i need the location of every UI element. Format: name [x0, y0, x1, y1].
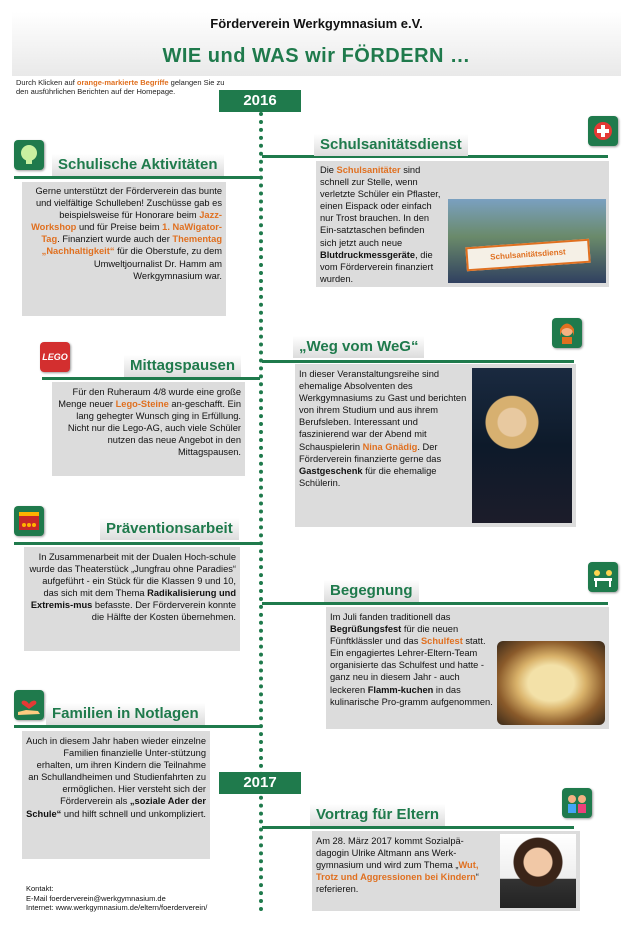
- section-title-praev: Präventionsarbeit: [100, 518, 239, 540]
- link-thementag[interactable]: Thementag „Nachhaltigkeit“: [41, 234, 222, 257]
- text-box-praev: In Zusammenarbeit mit der Dualen Hoch-schule wurde das Theaterstück „Jungfrau ohne Paradies“ aufgeführt - ein Stück für die Klassen 9 und 10, das sich mit dem Thema Radikalisierung und Extremis-mus befasste. Der Förderverein konnte die Hälfte der Kosten übernehmen.: [24, 547, 240, 651]
- first-aid-icon: [588, 116, 618, 146]
- connector-bar: [262, 602, 608, 605]
- connector-bar: [14, 176, 260, 179]
- link-nawigator-tag[interactable]: 1. NaWigator-Tag: [41, 222, 222, 245]
- text-vortrag: Am 28. März 2017 kommt Sozialpä-dagogin Ulrike Altmann ans Werk-gymnasium und wird zum Thema „Wut, Trotz und Aggressionen bei Kindern“ referieren.: [316, 836, 479, 895]
- contact-website[interactable]: Internet: www.werkgymnasium.de/eltern/foerderverein/: [26, 903, 208, 912]
- year-badge-2017: 2017: [219, 772, 301, 794]
- section-title-begeg: Begegnung: [324, 580, 419, 602]
- section-title-weg: „Weg vom WeG“: [293, 336, 424, 358]
- actress-photo: [472, 368, 572, 523]
- sani-bold: Blutdruckmessgeräte: [320, 249, 416, 260]
- banner-sign: Schulsanitätsdienst: [465, 239, 590, 272]
- contact-email[interactable]: E-Mail foerderverein@werkgymnasium.de: [26, 893, 166, 903]
- text-box-begeg: Im Juli fanden traditionell das Begrüßungsfest für die neuen Fünftklässler und das Schulfest statt. Ein engagiertes Lehrer-Eltern-Team organisierte das Schulfest und hatte - ganz neu in diesem Jahr - auch leckeren Flamm-kuchen in das kulinarische Pro-gramm aufgenommen.: [326, 607, 609, 729]
- connector-bar: [262, 360, 574, 363]
- link-wut-trotz[interactable]: Wut, Trotz und Aggressionen bei Kindern: [316, 860, 479, 883]
- section-title-vortrag: Vortrag für Eltern: [310, 804, 445, 826]
- text-box-mittag: Für den Ruheraum 4/8 wurde eine große Menge neuer Lego-Steine an-geschafft. Ein lang gehegter Wunsch ging in Erfüllung. Nicht nur die Lego-AG, auch viele Schüler nutzen das neue Angebot in den Mittagspausen.: [52, 382, 245, 476]
- connector-bar: [42, 377, 260, 380]
- link-schulsanitaeter[interactable]: Schulsanitäter: [336, 165, 401, 175]
- text-weg: In dieser Veranstaltungsreihe sind ehemalige Absolventen des Werkgymnasiums zu Gast und berichten von ihrem Studium und aus ihrem Berufsleben. Interessant und faszinierend war der Abend mit Schauspielerin Nina Gnädig. Der Förderverein finanzierte gerne das Gastgeschenk für die ehemalige Schülerin.: [299, 369, 467, 488]
- year-badge-2016: 2016: [219, 90, 301, 112]
- connector-bar: [14, 542, 260, 545]
- hint-text: Durch Klicken auf orange-markierte Begriffe gelangen Sie zu den ausführlichen Berichten auf der Homepage.: [16, 78, 225, 96]
- group-photo: [448, 199, 606, 283]
- text-box-familie: Auch in diesem Jahr haben wieder einzelne Familien finanzielle Unter-stützung erhalten, um ihren Kindern die Teilnahme an Schullandheimen und Studienfahrten zu ermöglichen. Hier versteht sich der Förderverein als „soziale Ader der Schule“ und hilft schnell und unkompliziert.: [22, 731, 210, 859]
- parents-icon: [562, 788, 592, 818]
- lego-icon: LEGO: [40, 342, 70, 372]
- flammkuchen-photo: [497, 641, 605, 725]
- link-jazz-workshop[interactable]: Jazz-Workshop: [31, 210, 222, 233]
- connector-bar: [262, 826, 574, 829]
- theater-icon: [14, 506, 44, 536]
- contact-footer: [26, 884, 207, 913]
- section-title-sani: Schulsanitätsdienst: [314, 134, 468, 156]
- sani-text-end: , die vom Förderverein finanziert wurden.: [320, 249, 434, 284]
- speaker-photo: [500, 834, 576, 908]
- header-banner: [12, 12, 621, 76]
- section-title-familie: Familien in Notlagen: [46, 703, 205, 725]
- heart-hand-icon: [14, 690, 44, 720]
- sani-text-part: sind schnell zur Stelle, wenn verletzte Schüler ein Pflaster, einen Eispack oder einfach nur Trost brauchen. In den Ein-satztaschen befinden sich jetzt auch neue: [320, 165, 441, 248]
- link-nina-gnaedig[interactable]: Nina Gnädig: [362, 441, 418, 452]
- text-sani-cont: [316, 199, 444, 285]
- contact-label: Kontakt:: [26, 884, 54, 893]
- section-title-schulisch: Schulische Aktivitäten: [52, 154, 224, 176]
- link-lego-steine[interactable]: Lego-Steine: [115, 399, 169, 410]
- link-schulfest[interactable]: Schulfest: [420, 636, 463, 647]
- text-sani: Die Schulsanitäter sind schnell zur Stelle, wenn verletzte Schüler ein Pflaster, einen Eispack oder einfach nur Trost brauchen. In den Ein-satztaschen befinden sich jetzt auch neue Blutdruckmessgeräte, die vom Förderverein finanziert wurden.: [316, 161, 609, 293]
- connector-bar: [14, 725, 260, 728]
- section-title-mittag: Mittagspausen: [124, 355, 241, 377]
- org-name: Förderverein Werkgymnasium e.V.: [210, 16, 423, 31]
- page-title: WIE und WAS wir FÖRDERN …: [162, 45, 471, 67]
- text-box-schulisch: Gerne unterstützt der Förderverein das bunte und vielfältige Schulleben! Zuschüsse gab es beispielsweise für Honorare beim Jazz-Workshop und für Preise beim 1. NaWigator-Tag. Finanziert wurde auch der Thementag „Nachhaltigkeit“ für die Oberstufe, zu dem Umweltjournalist Dr. Hamm am Werkgymnasium war.: [22, 182, 226, 316]
- person-icon: [552, 318, 582, 348]
- people-table-icon: [588, 562, 618, 592]
- lightbulb-icon: [14, 140, 44, 170]
